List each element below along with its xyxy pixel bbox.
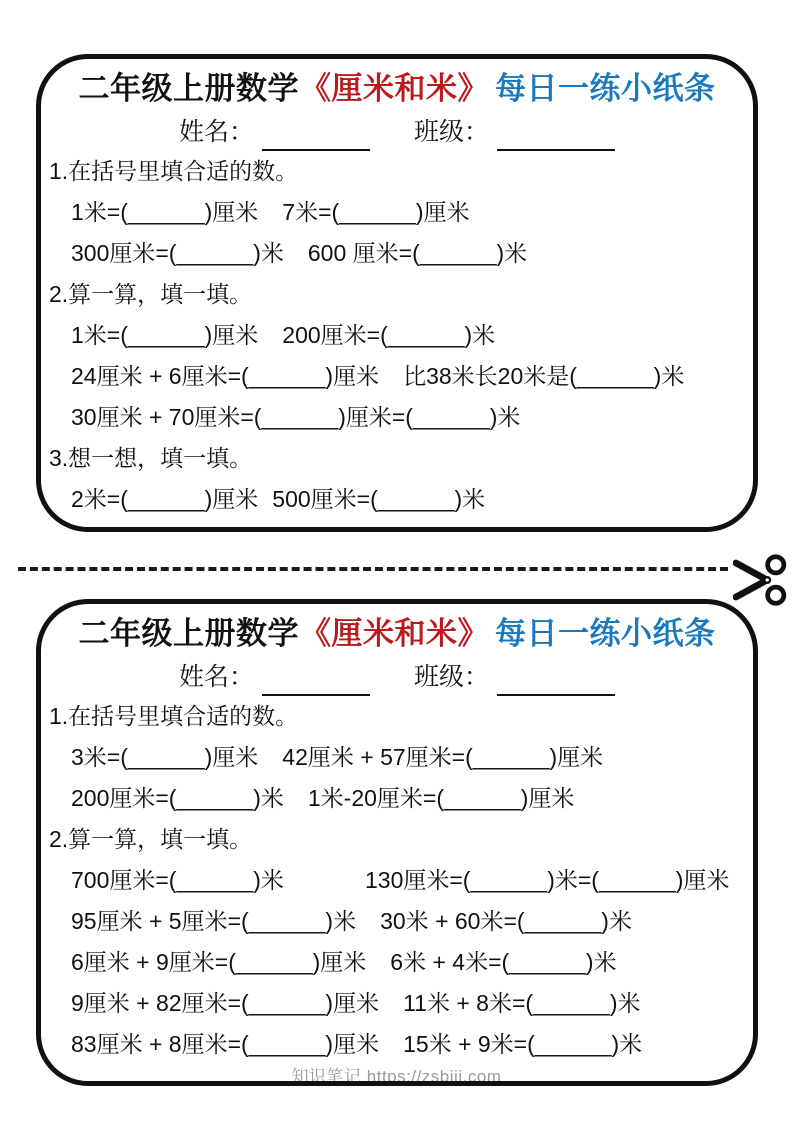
- section-heading: 1.在括号里填合适的数。: [49, 158, 299, 184]
- problem-text: 7米=(______)厘米: [282, 199, 470, 225]
- problem-text: 11米 + 8米=(______)米: [403, 990, 641, 1016]
- problem-text: 300厘米=(______)米: [71, 240, 284, 266]
- problem-text: 1米=(______)厘米: [71, 322, 259, 348]
- watermark: 知识笔记 https://zsbiji.com: [291, 1067, 502, 1086]
- problem-row: [41, 901, 753, 942]
- problem-row: [41, 315, 753, 356]
- problem-text: 700厘米=(______)米: [71, 867, 284, 893]
- name-label: 姓名：: [178, 663, 254, 691]
- problem-text: 130厘米=(______)米=(______)厘米: [365, 867, 730, 893]
- cut-divider: [0, 552, 793, 608]
- problem-row: [41, 1024, 753, 1065]
- name-blank-line: [262, 121, 370, 151]
- title-course-text: 二年级上册数学: [78, 71, 299, 106]
- problem-text: 9厘米 + 82厘米=(______)厘米: [71, 990, 380, 1016]
- problem-text: 比38米长20米是(______)米: [403, 363, 685, 389]
- title-tagline-text: 每日一练小纸条: [495, 71, 716, 106]
- problem-row: [41, 233, 753, 274]
- class-label: 班级：: [414, 118, 490, 146]
- class-label: 班级：: [414, 663, 490, 691]
- problem-text: 42厘米 + 57厘米=(______)厘米: [282, 744, 604, 770]
- problem-row: [41, 737, 753, 778]
- problem-text: 500厘米=(______)米: [272, 486, 486, 512]
- problem-text: 1米=(______)厘米: [71, 199, 259, 225]
- problem-text: 1米-20厘米=(______)厘米: [307, 785, 575, 811]
- card-title: [41, 612, 753, 656]
- class-blank-line: [497, 121, 615, 151]
- problem-text: 2米=(______)厘米: [71, 486, 259, 512]
- title-topic-text: 《厘米和米》: [300, 71, 489, 106]
- section-2: [41, 819, 753, 1065]
- problem-row: [41, 983, 753, 1024]
- title-topic-text: 《厘米和米》: [300, 616, 489, 651]
- cut-line: [18, 567, 728, 571]
- worksheet-card-top: [36, 54, 758, 532]
- problem-text: 600 厘米=(______)米: [307, 240, 528, 266]
- section-heading: 2.算一算，填一填。: [49, 281, 253, 307]
- section-3: [41, 438, 753, 520]
- name-blank-line: [262, 666, 370, 696]
- problem-row: [41, 479, 753, 520]
- problem-text: 83厘米 + 8厘米=(______)厘米: [71, 1031, 380, 1057]
- problem-text: 30米 + 60米=(______)米: [380, 908, 632, 934]
- section-heading: 1.在括号里填合适的数。: [49, 703, 299, 729]
- section-2: [41, 274, 753, 438]
- card-title: [41, 67, 753, 111]
- problem-text: 200厘米=(______)米: [282, 322, 496, 348]
- scissors-icon: [733, 552, 790, 608]
- problem-row: [41, 192, 753, 233]
- title-tagline-text: 每日一练小纸条: [495, 616, 716, 651]
- section-heading: 2.算一算，填一填。: [49, 826, 253, 852]
- section-heading: 3.想一想，填一填。: [49, 445, 253, 471]
- title-course-text: 二年级上册数学: [78, 616, 299, 651]
- problem-row: [41, 942, 753, 983]
- name-class-row: [41, 656, 753, 696]
- problem-text: 95厘米 + 5厘米=(______)米: [71, 908, 357, 934]
- name-class-row: [41, 111, 753, 151]
- problem-text: 6厘米 + 9厘米=(______)厘米: [71, 949, 367, 975]
- problem-row: [41, 397, 753, 438]
- problem-text: 200厘米=(______)米: [71, 785, 284, 811]
- worksheet-card-bottom: [36, 599, 758, 1086]
- name-label: 姓名：: [178, 118, 254, 146]
- problem-text: 24厘米 + 6厘米=(______)厘米: [71, 363, 380, 389]
- problem-text: 15米 + 9米=(______)米: [403, 1031, 643, 1057]
- problem-text: 30厘米 + 70厘米=(______)厘米=(______)米: [71, 404, 521, 430]
- class-blank-line: [497, 666, 615, 696]
- section-1: [41, 151, 753, 274]
- problem-text: 3米=(______)厘米: [71, 744, 259, 770]
- problem-text: 6米 + 4米=(______)米: [390, 949, 617, 975]
- problem-row: [41, 778, 753, 819]
- problem-row: [41, 356, 753, 397]
- section-1: [41, 696, 753, 819]
- problem-row: [41, 860, 753, 901]
